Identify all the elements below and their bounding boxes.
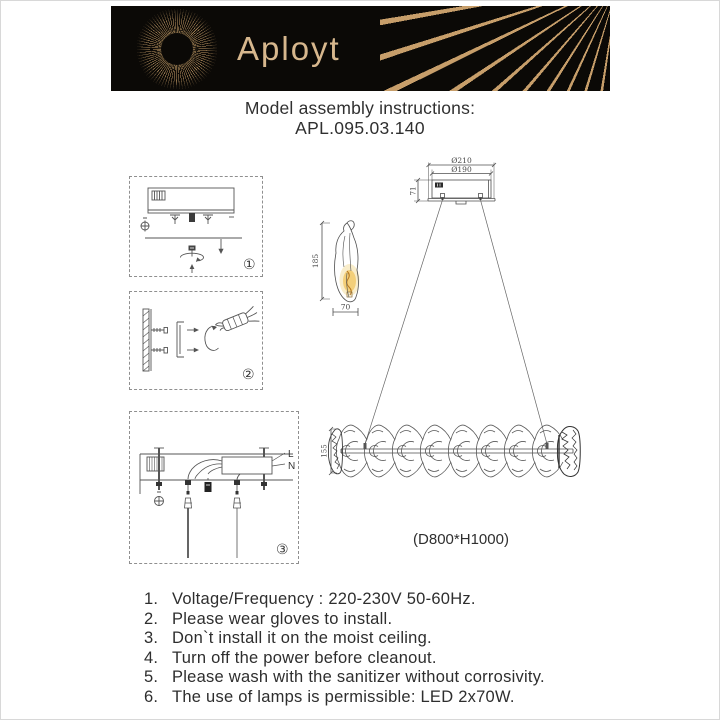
item-text: Voltage/Frequency : 220-230V 50-60Hz. (172, 590, 476, 608)
dim-diameter-210: Ø210 (451, 156, 472, 165)
instruction-list (144, 590, 704, 708)
step-3-badge: ③ (276, 542, 289, 558)
list-item (144, 668, 704, 688)
overall-size-label: (D800*H1000) (413, 531, 509, 548)
starburst-logo-icon (137, 9, 217, 89)
assembly-step-3-diagram (129, 411, 299, 564)
item-number: 2. (144, 609, 159, 628)
dim-ring-height-155: 155 (320, 444, 329, 458)
wire-neutral-label: N (288, 461, 296, 472)
step-1-badge: ① (243, 257, 256, 273)
item-number: 3. (144, 629, 159, 648)
assembly-step-2-diagram (129, 291, 263, 390)
item-number: 4. (144, 648, 159, 667)
item-number: 1. (144, 590, 159, 608)
list-item (144, 610, 704, 630)
step-2-badge: ② (242, 367, 255, 383)
item-text: Please wear gloves to install. (172, 609, 393, 628)
dim-diameter-190: Ø190 (451, 164, 472, 174)
step-3-drawing (130, 412, 297, 562)
document-title: Model assembly instructions: (244, 98, 476, 118)
brand-banner (111, 6, 610, 91)
model-number: APL.095.03.140 (295, 118, 425, 138)
item-text: The use of lamps is permissible: LED 2x70W. (172, 687, 515, 706)
dim-crystal-width-70: 70 (340, 302, 351, 312)
chandelier-technical-drawing (301, 141, 641, 561)
item-text: Don`t install it on the moist ceiling. (172, 629, 432, 648)
corner-rays-icon (380, 6, 610, 91)
list-item (144, 688, 704, 708)
list-item (144, 649, 704, 669)
item-number: 6. (144, 687, 159, 706)
step-1-drawing (130, 177, 261, 275)
item-text: Turn off the power before cleanout. (172, 648, 437, 667)
dim-canopy-height-71: 71 (409, 186, 418, 196)
brand-name: Aployt (237, 30, 341, 67)
assembly-step-1-diagram (129, 176, 263, 277)
item-text: Please wash with the sanitizer without corrosivity. (172, 668, 545, 687)
list-item (144, 629, 704, 649)
dim-crystal-height-185: 185 (311, 253, 320, 269)
list-item (144, 590, 704, 610)
item-number: 5. (144, 668, 159, 687)
wire-live-label: L (288, 449, 294, 460)
